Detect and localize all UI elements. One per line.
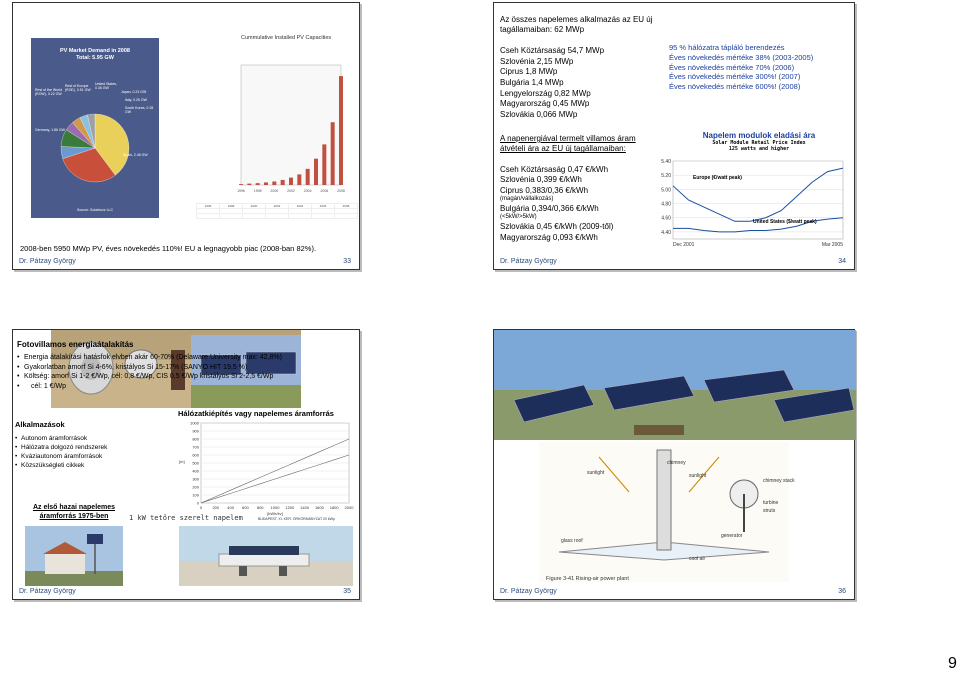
label-generator: generator xyxy=(721,533,743,539)
slide-number: 36 xyxy=(838,588,846,595)
slide-footer: Dr. Pátzay György xyxy=(500,258,557,265)
growth-item: Éves növekedés mértéke 70% (2006) xyxy=(669,62,795,72)
pv-bullet: • Gyakorlatban amorf Si 4-6%, kristályos Si 15-17% (SANYO HIT 19,5 %) xyxy=(17,363,282,373)
y-tick-label: 200 xyxy=(192,484,199,490)
pv-bullet-list xyxy=(17,353,282,392)
capacity-bar xyxy=(247,184,251,185)
y-tick-label: 400 xyxy=(192,468,199,474)
x-tick-label: 800 xyxy=(256,505,264,510)
x-axis-label: [kWh/év] xyxy=(267,511,283,516)
grid-chart-title: Hálózatkiépítés vagy napelemes áramforrás xyxy=(178,409,334,418)
budapest-caption: BUDAPEST, XI. KER. ÖRKÖRMÁNYZAT 20 kWp xyxy=(258,517,335,521)
x-tick-label: 1200 xyxy=(285,505,295,510)
capacity-bar xyxy=(314,159,318,185)
first-domestic-pv-caption: Az első hazai napelemes áramforrás 1975-ben xyxy=(32,504,116,521)
x-tick-label: 2008 xyxy=(337,189,345,193)
tariff-item: Szlovákia 0,45 €/kWh (2009-től) xyxy=(500,222,614,232)
x-tick-label: 200 xyxy=(212,505,220,510)
y-tick-label: 0 xyxy=(196,500,199,506)
x-tick-label: 400 xyxy=(227,505,234,510)
applications-list xyxy=(15,435,107,471)
label-cool-air: cool air xyxy=(689,556,706,562)
slide-footer: Dr. Pátzay György xyxy=(19,588,76,595)
solar-panels-photo xyxy=(494,330,856,440)
tariff-item: Szlovénia 0,399 €/kWh xyxy=(500,175,582,185)
eu-pv-item: Cseh Köztársaság 54,7 MWp xyxy=(500,46,605,55)
y-tick-label: 700 xyxy=(192,444,199,450)
x-tick-label: 2000 xyxy=(344,505,354,510)
pie-label-us: United States, 0.36 GW xyxy=(95,82,117,91)
figure-caption: Figure 3-41 Rising-air power plant xyxy=(546,576,629,582)
tariff-heading: A napenergiával termelt villamos áram átvételi ára az EU új tagállamaiban: xyxy=(500,134,636,154)
x-tick-label: 1000 xyxy=(270,505,280,510)
growth-table: 1996 1998 2000 2002 2004 2006 2008 · · · · · · · · · · · · · · xyxy=(196,203,358,219)
slide-footer: Dr. Pátzay György xyxy=(500,588,557,595)
pie-chart-source: Source: Solarbuzz LLC xyxy=(77,208,113,212)
capacity-bar xyxy=(281,180,285,185)
series-label: United States ($/watt peak) xyxy=(753,219,817,225)
price-chart-title: Napelem modulok eladási ára Solar Module Retail Price Index 125 watts and higher xyxy=(702,131,816,152)
application-item: • Közszükségleti cikkek xyxy=(15,462,107,471)
x-tick-label: 0 xyxy=(199,505,203,510)
capacity-bar xyxy=(264,182,268,185)
slide-36 xyxy=(493,329,855,600)
y-tick-label: 600 xyxy=(192,452,199,458)
page-number: 9 xyxy=(948,655,957,672)
pie-label-italy: Italy, 0.26 GW xyxy=(125,98,147,102)
tariff-note: (<5kW/>5kW) xyxy=(500,214,537,221)
y-tick-label: 1000 xyxy=(190,420,199,426)
y-tick-label: 5.00 xyxy=(661,187,671,194)
eu-pv-item: Szlovénia 2,15 MWp xyxy=(500,56,574,66)
eu-pv-heading: Az összes napelemes alkalmazás az EU új tagállamaiban: 62 MWp xyxy=(500,15,653,35)
eu-pv-item: Lengyelország 0,82 MWp xyxy=(500,88,591,98)
pie-label-japan: Japan, 0.23 GW xyxy=(121,90,147,94)
slide-number: 35 xyxy=(343,588,351,595)
pv-bullet: • Energia átalakítási hatásfok elvben akár 60-70% (Delaware University max: 42,8%) xyxy=(17,353,282,363)
growth-item: Éves növekedés mértéke 600%! (2008) xyxy=(669,82,801,91)
tariff-item: Bulgária 0,394/0,366 €/kWh xyxy=(500,203,599,213)
x-tick-label: 2002 xyxy=(287,189,295,193)
y-axis-label: [m] xyxy=(179,459,185,464)
label-chimney-stack: chimney stack xyxy=(763,478,795,484)
application-item: • Kváziautonom áramforrások xyxy=(15,453,107,462)
x-tick-label: 2006 xyxy=(320,189,329,193)
pie-chart-panel xyxy=(31,38,159,218)
capacity-bar xyxy=(331,122,335,185)
y-tick-label: 500 xyxy=(192,460,199,466)
plot-area xyxy=(673,161,843,239)
installed-capacity-plot xyxy=(213,45,353,205)
tariff-note: (magán/vállalkozás) xyxy=(500,196,554,203)
eu-pv-item: Szlovákia 0,066 MWp xyxy=(500,109,578,119)
capacity-bar xyxy=(339,76,343,185)
y-tick-label: 5.20 xyxy=(661,173,671,180)
label-glass-roof: glass roof xyxy=(561,538,583,544)
label-chimney: chimney xyxy=(667,460,686,466)
pie-label-roe: Rest of Europe (ROE), 0.51 GW xyxy=(65,84,91,93)
pie-label-row: Rest of the World (ROW), 0.22 GW xyxy=(35,88,62,97)
growth-item: 95 % hálózatra tápláló berendezés xyxy=(669,43,785,52)
installed-capacity-chart xyxy=(213,33,353,208)
x-tick-label: Mar 2005 xyxy=(821,242,843,248)
capacity-bar xyxy=(289,178,293,185)
growth-list xyxy=(669,43,813,92)
tariff-list xyxy=(500,165,613,243)
x-tick-label: 600 xyxy=(242,505,249,510)
growth-item: Éves növekedés mértéke 38% (2003-2005) xyxy=(669,52,814,62)
x-tick-label: 1998 xyxy=(253,189,262,193)
eu-pv-item: Bulgária 1,4 MWp xyxy=(500,77,564,87)
capacity-bar xyxy=(322,144,326,185)
x-tick-label: 2000 xyxy=(270,189,279,193)
tariff-item: Ciprus 0,383/0,36 €/kWh xyxy=(500,185,589,195)
capacity-bar xyxy=(306,169,310,185)
x-tick-label: 1400 xyxy=(300,505,310,510)
pie-label-spain: Spain, 2.46 GW xyxy=(123,153,148,157)
growth-item: Éves növekedés mértéke 300%! (2007) xyxy=(669,72,801,82)
pv-bullet: • Költség: amorf Si 1-2 €/Wp, cél: 0,8 €/Wp, CIS 0,5 €/Wp kristályos Si 2-2,5 €/Wp xyxy=(17,372,282,382)
applications-title: Alkalmazások xyxy=(15,420,65,429)
capacity-bar xyxy=(239,184,243,185)
slide-35-title: Fotovillamos energiaátalakítás xyxy=(17,340,134,349)
slide-33 xyxy=(12,2,360,270)
installed-capacity-title: Cummulative Installed PV Capacities xyxy=(241,35,332,41)
eu-pv-item: Magyarország 0,45 MWp xyxy=(500,99,590,109)
tariff-item: Cseh Köztársaság 0,47 €/kWh xyxy=(500,165,609,174)
pv-bullet-sub: • cél: 1 €/Wp xyxy=(17,382,282,392)
y-tick-label: 900 xyxy=(192,428,199,434)
x-tick-label: 1800 xyxy=(329,505,339,510)
pie-chart-title: PV Market Demand in 2008 Total: 5.95 GW xyxy=(59,48,130,62)
house-photo xyxy=(25,526,123,586)
pie-label-korea: South Korea, 0.28 GW xyxy=(125,106,154,115)
rooftop-pv-photo xyxy=(179,526,353,586)
y-tick-label: 4.80 xyxy=(661,201,671,208)
label-struts: struts xyxy=(763,508,776,514)
y-tick-label: 4.60 xyxy=(661,215,671,222)
pie-label-germany: Germany, 1.86 GW xyxy=(35,128,65,132)
grid-vs-pv-chart xyxy=(173,417,358,523)
capacity-bar xyxy=(272,181,276,185)
y-tick-label: 5.40 xyxy=(661,159,671,165)
tariff-item: Magyarország 0,093 €/kWh xyxy=(500,232,598,242)
slide-33-summary: 2008-ben 5950 MWp PV, éves növekedés 110%! EU a legnagyobb piac (2008-ban 82%). xyxy=(20,244,317,253)
slide-number: 33 xyxy=(343,258,351,265)
rising-air-plant-diagram xyxy=(539,442,795,582)
slide-35 xyxy=(12,329,360,600)
capacity-bar xyxy=(256,183,260,185)
label-sunlight: sunlight xyxy=(587,470,605,476)
one-kw-caption: 1 kW tetőre szerelt napelem xyxy=(129,514,243,522)
application-item: • Hálózatra dolgozó rendszerek xyxy=(15,444,107,453)
series-label: Europe (€/watt peak) xyxy=(693,175,742,181)
label-turbine: turbine xyxy=(763,500,779,506)
slide-number: 34 xyxy=(838,258,846,265)
slide-footer: Dr. Pátzay György xyxy=(19,258,76,265)
x-tick-label: 2004 xyxy=(303,189,312,193)
y-tick-label: 4.40 xyxy=(661,229,671,236)
x-tick-label: 1600 xyxy=(314,505,324,510)
slide-34 xyxy=(493,2,855,270)
module-price-chart xyxy=(651,155,851,255)
y-tick-label: 800 xyxy=(192,436,199,442)
label-sunlight-right: sunlight xyxy=(689,473,707,479)
y-tick-label: 300 xyxy=(192,476,199,482)
eu-pv-list xyxy=(500,46,604,120)
x-tick-label: 1996 xyxy=(237,189,245,193)
x-tick-label: Dec 2001 xyxy=(673,242,695,248)
capacity-bar xyxy=(297,174,301,185)
y-tick-label: 100 xyxy=(192,492,199,498)
application-item: • Autonom áramforrások xyxy=(15,435,107,444)
eu-pv-item: Ciprus 1,8 MWp xyxy=(500,67,558,77)
